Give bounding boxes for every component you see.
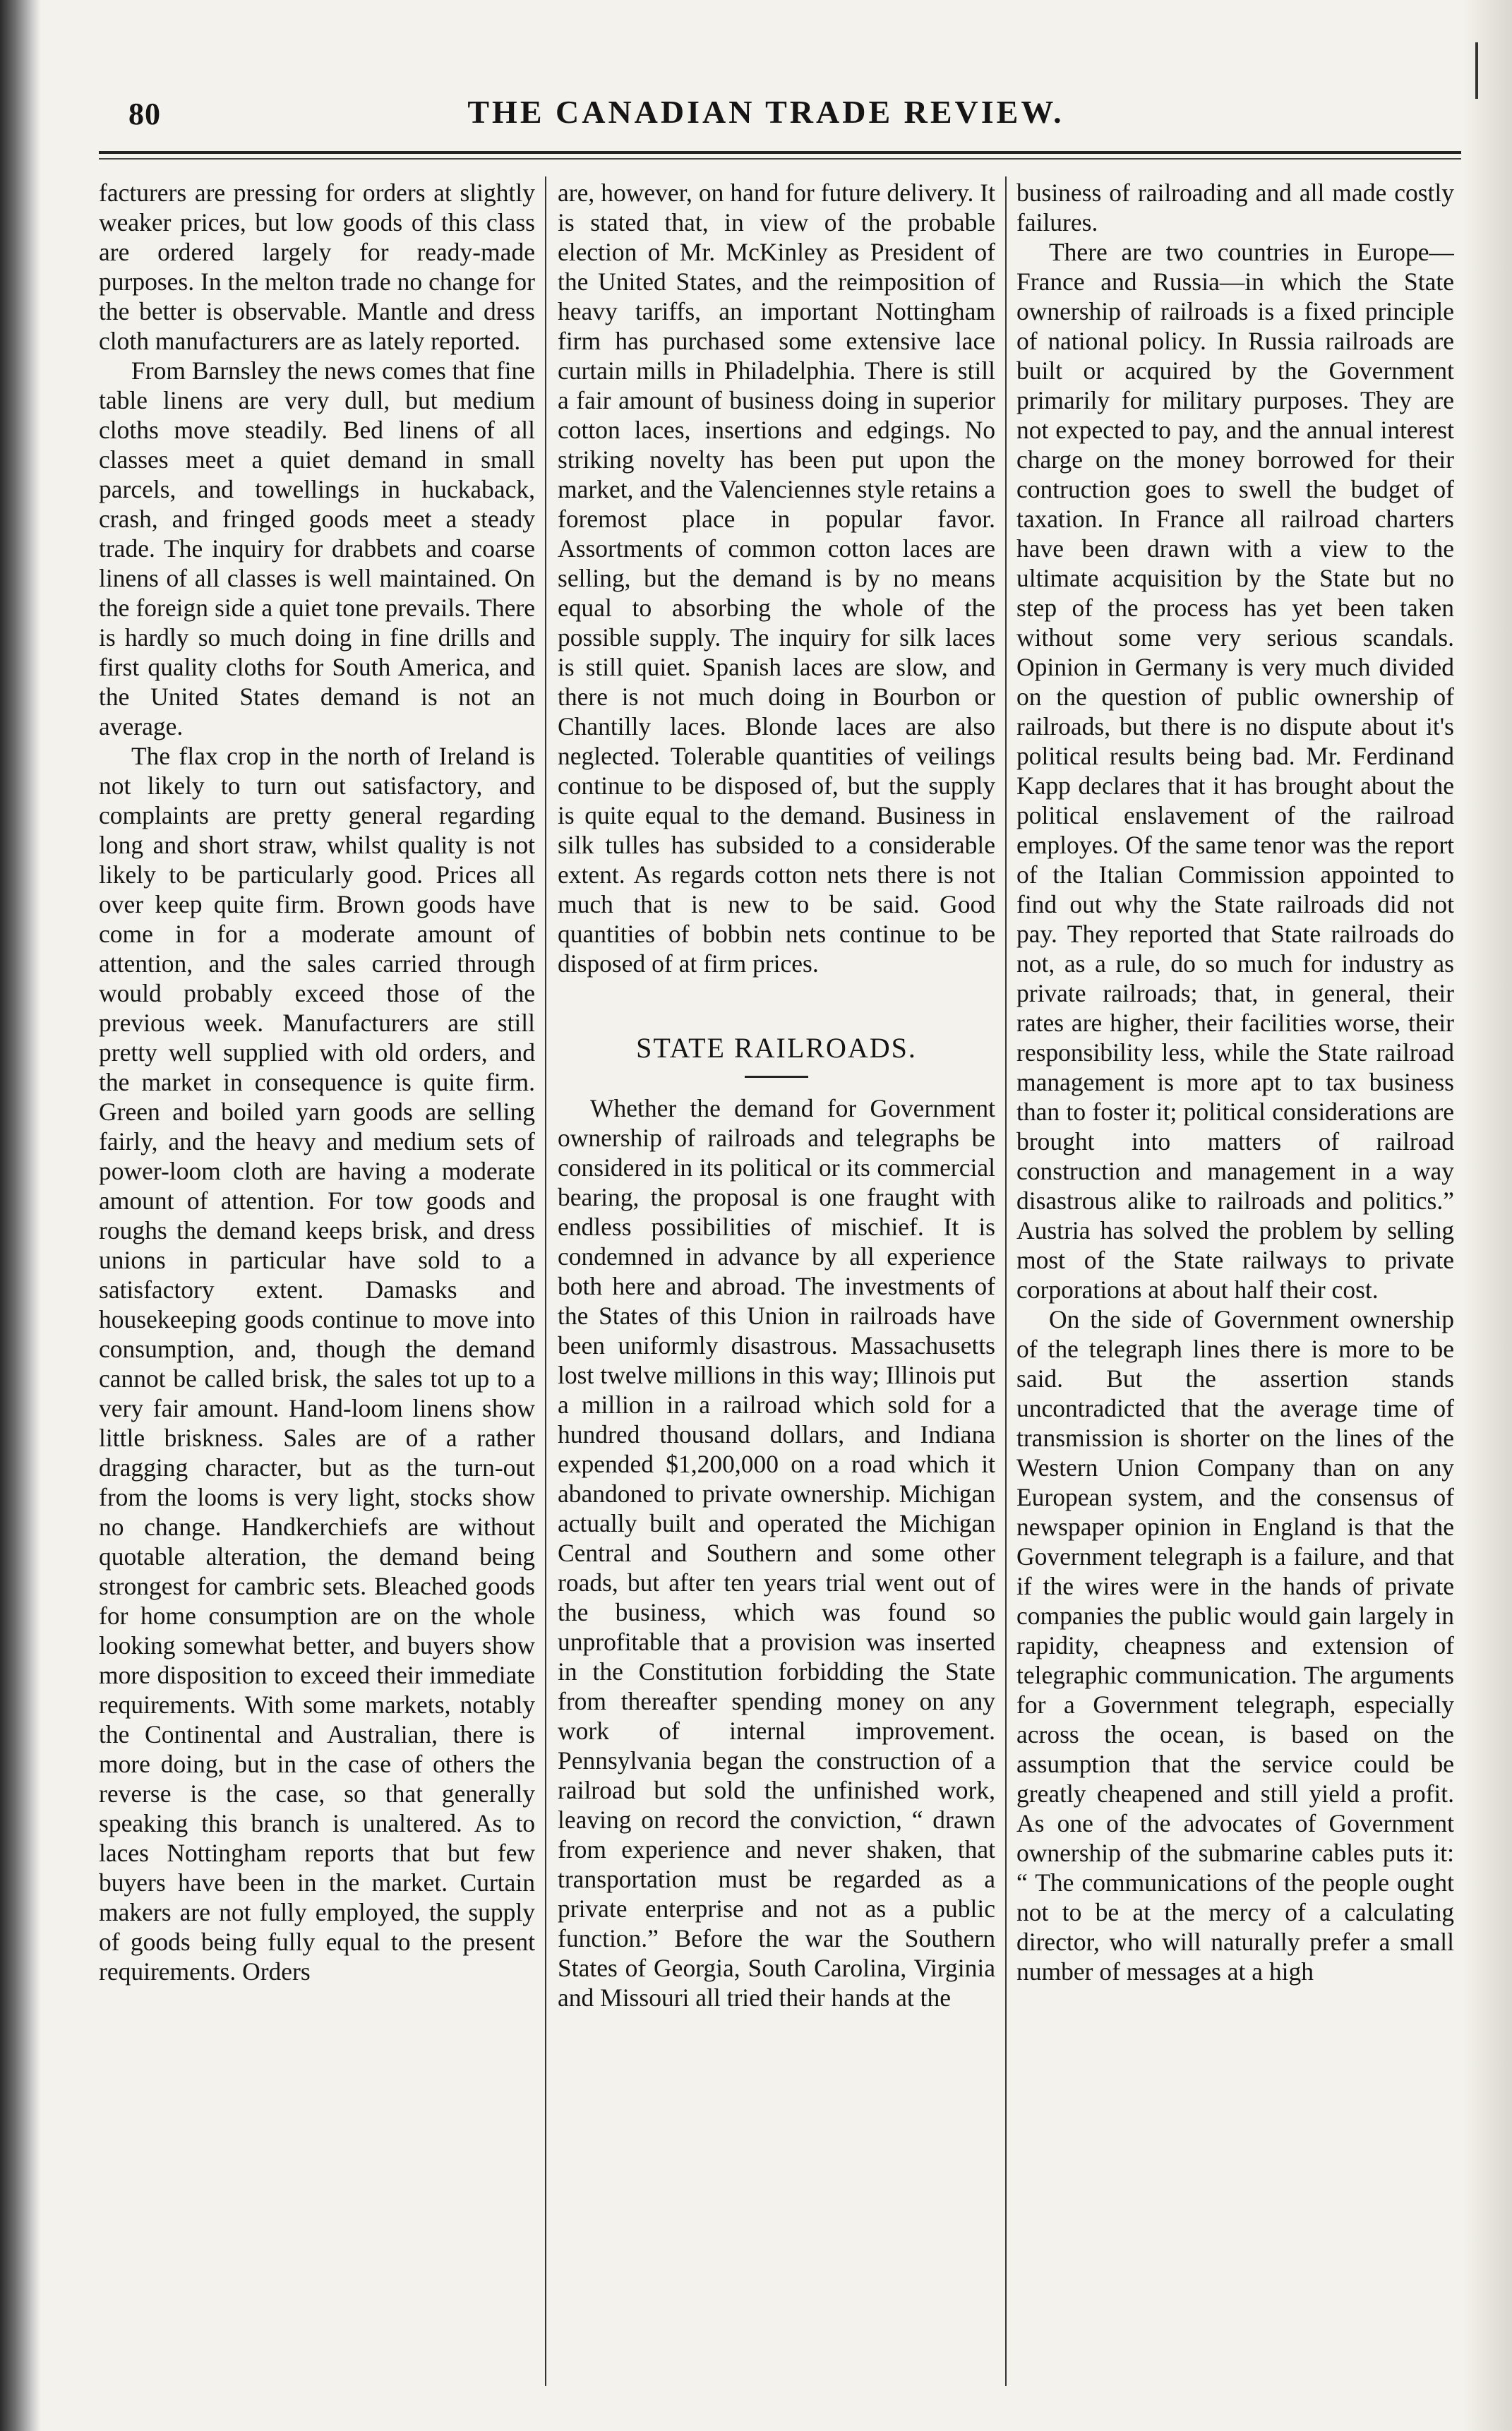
page-number: 80 <box>128 97 161 131</box>
heading-rule <box>745 1076 808 1078</box>
scan-mark <box>1475 42 1478 99</box>
scan-right-edge <box>1463 0 1512 2431</box>
header-rule-thin <box>99 158 1461 160</box>
column-3 <box>1016 178 1454 2394</box>
paragraph: are, however, on hand for future delivery. It is stated that, in view of the probable election of Mr. McKinley as President of the United States, and the reimposition of heavy tariffs, an important Nottingham firm has purchased some extensive lace curtain mills in Philadelphia. There is still a fair amount of business doing in superior cotton laces, insertions and edgings. No striking novelty has been put upon the market, and the Valenciennes style retains a foremost place in popular favor. Assortments of common cotton laces are selling, but the demand is by no means equal to absorbing the whole of the possible supply. The inquiry for silk laces is still quiet. Spanish laces are slow, and there is not much doing in Bourbon or Chantilly laces. Blonde laces are also neglected. Tolerable quantities of veilings continue to be disposed of, but the supply is quite equal to the demand. Business in silk tulles has subsided to a considerable extent. As regards cotton nets there is not much that is new to be said. Good quantities of bobbin nets continue to be disposed of at firm prices. <box>558 179 995 978</box>
column-divider-2 <box>1005 176 1007 2386</box>
journal-title: THE CANADIAN TRADE REVIEW. <box>467 94 1064 130</box>
paragraph: Whether the demand for Government ownership of railroads and telegraphs be considered in its political or its commercial bearing, the proposal is one fraught with endless possibilities of mischief. It is condemned in advance by all experience both here and abroad. The investments of the States of this Union in railroads have been uniformly disastrous. Massachusetts lost twelve millions in this way; Illinois put a million in a railroad which sold for a hundred thousand dollars, and Indiana expended $1,200,000 on a road which it abandoned to private ownership. Michigan actually built and operated the Michigan Central and Southern and some other roads, but after ten years trial went out of the business, which was found so unprofitable that a provision was inserted in the Constitution forbidding the State from thereafter spending money on any work of internal improvement. Pennsylvania began the construction of a railroad but sold the unfinished work, leaving on record the conviction, “ drawn from experience and never shaken, that transportation must be regarded as a private enterprise and not as a public function.” Before the war the Southern States of Georgia, South Carolina, Virginia and Missouri all tried their hands at the <box>558 1094 995 2012</box>
column-2 <box>558 178 995 2394</box>
section-heading: STATE RAILROADS. <box>636 1032 917 1064</box>
paragraph: From Barnsley the news comes that fine table linens are very dull, but medium cloths move steadily. Bed linens of all classes meet a quiet demand in small parcels, and towellings in huckaback, crash, and fringed goods meet a steady trade. The inquiry for drabbets and coarse linens of all classes is well maintained. On the foreign side a quiet tone prevails. There is hardly so much doing in fine drills and first quality cloths for South America, and the United States demand is not an average. <box>99 356 535 740</box>
paragraph: There are two countries in Europe—France and Russia—in which the State ownership of railroads is a fixed principle of national policy. In Russia railroads are built or acquired by the Government primarily for military purposes. They are not expected to pay, and the annual interest charge on the money borrowed for their contruction goes to swell the budget of taxation. In France all railroad charters have been drawn with a view to the ultimate acquisition by the State but no step of the process has yet been taken without some very serious scandals. Opinion in Germany is very much divided on the question of public ownership of railroads, but there is no dispute about it's political results being bad. Mr. Ferdinand Kapp declares that it has brought about the political enslavement of the railroad employes. Of the same tenor was the report of the Italian Commission appointed to find out why the State railroads did not pay. They reported that State railroads do not, as a rule, do so much for industry as private railroads; that, in general, their rates are higher, their facilities worse, their responsibility less, while the State railroad management is more apt to tax business than to foster it; political considerations are brought into matters of railroad construction and management in a way disastrous alike to railroads and politics.” Austria has solved the problem by selling most of the State railways to private corporations at about half their cost. <box>1016 238 1454 1304</box>
page-header <box>78 93 1454 143</box>
paragraph: business of railroading and all made costly failures. <box>1016 179 1454 236</box>
scan-left-edge <box>0 0 41 2431</box>
paragraph: facturers are pressing for orders at slightly weaker prices, but low goods of this class are ordered largely for ready-made purposes. In the melton trade no change for the better is observable. Mantle and dress cloth manufacturers are as lately reported. <box>99 179 535 355</box>
paragraph: On the side of Government ownership of the telegraph lines there is more to be said. But the assertion stands uncontradicted that the average time of transmission is shorter on the lines of the Western Union Company than on any European system, and the consensus of newspaper opinion in England is that the Government telegraph is a failure, and that if the wires were in the hands of private companies the public would gain largely in rapidity, cheapness and extension of telegraphic communication. The arguments for a Government telegraph, especially across the ocean, is based on the assumption that the service could be greatly cheapened and still yield a profit. As one of the advocates of Government ownership of the submarine cables puts it: “ The communications of the people ought not to be at the mercy of a calculating director, who will naturally prefer a small number of messages at a high <box>1016 1305 1454 1986</box>
header-rule <box>99 151 1461 154</box>
column-1 <box>99 178 535 2394</box>
paragraph: The flax crop in the north of Ireland is not likely to turn out satisfactory, and complaints are pretty general regarding long and short straw, whilst quality is not likely to be particularly good. Prices all over keep quite firm. Brown goods have come in for a moderate amount of attention, and the sales carried through would probably exceed those of the previous week. Manufacturers are still pretty well supplied with old orders, and the market in consequence is quite firm. Green and boiled yarn goods are selling fairly, and the heavy and medium sets of power-loom cloth are having a moderate amount of attention. For tow goods and roughs the demand keeps brisk, and dress unions in particular have sold to a satisfactory extent. Damasks and housekeeping goods continue to move into consumption, and, though the demand cannot be called brisk, the sales tot up to a very fair amount. Hand-loom linens show little briskness. Sales are of a rather dragging character, but as the turn-out from the looms is very light, stocks show no change. Handkerchiefs are without quotable alteration, the demand being strongest for cambric sets. Bleached goods for home consumption are on the whole looking somewhat better, and buyers show more disposition to exceed their immediate requirements. With some markets, notably the Continental and Australian, there is more doing, but in the case of others the reverse is the case, so that generally speaking this branch is unaltered. As to laces Nottingham reports that but few buyers have been in the market. Curtain makers are not fully employed, the supply of goods being fully equal to the present requirements. Orders <box>99 742 535 1986</box>
column-divider-1 <box>545 176 546 2386</box>
